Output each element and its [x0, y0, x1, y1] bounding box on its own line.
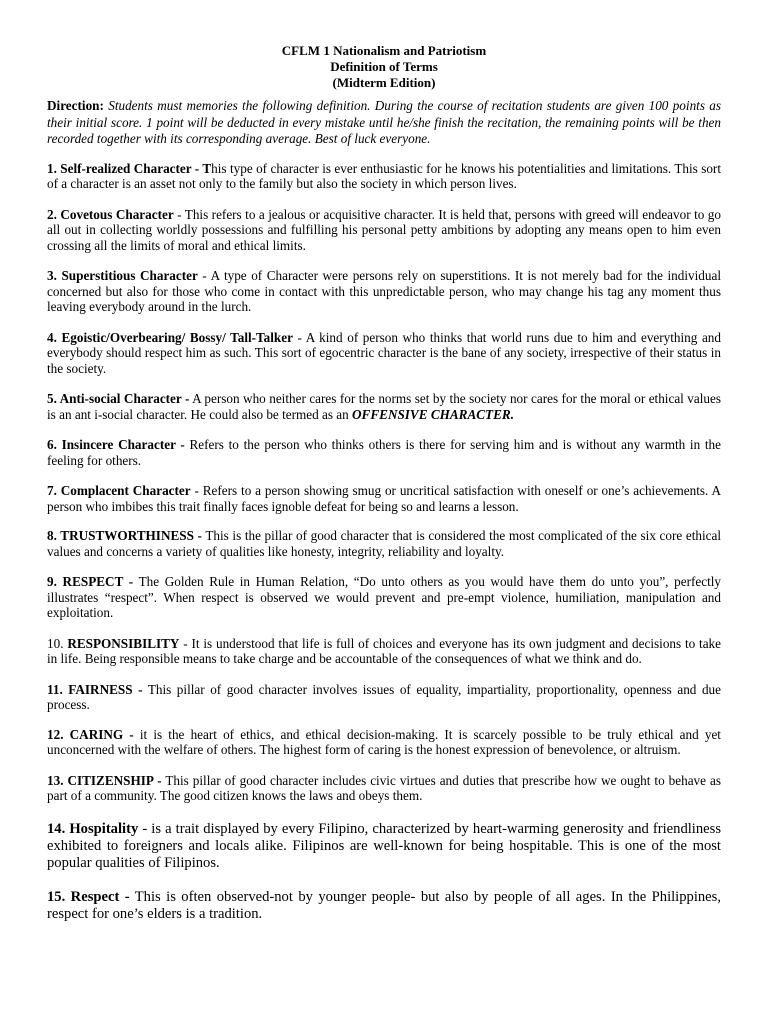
- document-header: [47, 43, 721, 91]
- term-title: 2. Covetous Character: [47, 206, 174, 222]
- term-title: 12. CARING -: [47, 726, 134, 742]
- term-definition: This is often observed-not by younger people- but also by people of all ages. In the Philippines, respect for one’s elders is a tradition.: [47, 888, 721, 922]
- term-definition: - This refers to a jealous or acquisitive character. It is held that, persons with greed will endeavor to go all out in collecting worldly possessions and fulfilling his personal petty ambitions by adopting any means open to him even crossing all the limits of moral and ethical limits.: [47, 206, 721, 253]
- term-definition: his type of character is ever enthusiastic for he knows his potentialities and limitations. This sort of a character is an asset not only to the family but also the society in which person lives.: [47, 160, 721, 192]
- document-title: Definition of Terms: [330, 59, 438, 74]
- term-number: 10.: [47, 635, 68, 651]
- edition-label: (Midterm Edition): [332, 75, 436, 90]
- term-3: [47, 268, 721, 315]
- term-1: [47, 161, 721, 192]
- term-title: RESPONSIBILITY: [67, 635, 180, 651]
- direction-label: Direction:: [47, 98, 104, 113]
- term-emphasis: OFFENSIVE CHARACTER.: [352, 406, 515, 422]
- term-title: 7. Complacent Character: [47, 483, 191, 499]
- term-title: 9. RESPECT -: [47, 574, 134, 590]
- term-15: [47, 889, 721, 923]
- term-definition: This is the pillar of good character that is considered the most complicated of the six core ethical values and concerns a variety of qualities like honesty, integrity, reliability and loyalty.: [47, 528, 721, 559]
- term-title: 5. Anti-social Character -: [47, 391, 190, 407]
- term-definition: This pillar of good character involves issues of equality, impartiality, proportionality, openness and due process.: [47, 681, 721, 713]
- term-10: [47, 636, 721, 667]
- term-definition: - is a trait displayed by every Filipino, characterized by heart-warming generosity and friendliness exhibited to foreigners and locals alike. Filipinos are well-known for being hospitable. This is one of the most popular qualities of Filipinos.: [47, 820, 721, 871]
- term-definition: it is the heart of ethics, and ethical decision-making. It is scarcely possible to be truly ethical and yet unconcerned with the welfare of others. The highest form of caring is the honest expression of benevolence, or altruism.: [47, 726, 721, 758]
- term-title: 14. Hospitality: [47, 820, 139, 837]
- term-definition: - A kind of person who thinks that world runs due to him and everything and everybody should respect him as such. This sort of egocentric character is the bane of any society, irrespective of their status in the society.: [47, 329, 721, 376]
- term-12: [47, 727, 721, 758]
- term-9: [47, 574, 721, 621]
- term-definition: - It is understood that life is full of choices and everyone has its own judgment and decisions to take in life. Being responsible means to take charge and be accountable of the consequences of what we think and do.: [47, 635, 722, 667]
- term-title: 3. Superstitious Character: [47, 268, 198, 284]
- term-title: 6. Insincere Character -: [47, 437, 185, 453]
- term-title: 13. CITIZENSHIP -: [47, 772, 162, 788]
- term-11: [47, 682, 721, 713]
- term-2: [47, 207, 721, 254]
- term-definition: The Golden Rule in Human Relation, “Do unto others as you would have them do unto you”, perfectly illustrates “respect”. When respect is observed we would prevent and pre-empt violence, humiliation, manipulation and exploitation.: [47, 574, 721, 621]
- direction-paragraph: [47, 98, 721, 148]
- term-6: [47, 437, 721, 468]
- term-8: [47, 528, 721, 559]
- term-4: [47, 330, 721, 377]
- term-definition: Refers to the person who thinks others is there for serving him and is without any warmth in the feeling for others.: [47, 437, 721, 468]
- term-title: 1. Self-realized Character - T: [47, 160, 212, 176]
- term-definition: This pillar of good character includes civic virtues and duties that prescribe how we ought to behave as part of a community. The good citizen knows the laws and obeys them.: [47, 772, 721, 804]
- term-13: [47, 773, 721, 804]
- term-14: [47, 821, 721, 872]
- term-title: 4. Egoistic/Overbearing/ Bossy/ Tall-Talker: [47, 329, 293, 345]
- term-definition: - A type of Character were persons rely on superstitions. It is not merely bad for the individual concerned but also for those who come in contact with this unpredictable person, who may change his tag any moment thus leaving everybody around in the lurch.: [47, 268, 721, 315]
- term-title: 8. TRUSTWORTHINESS -: [47, 528, 202, 544]
- term-definition: - Refers to a person showing smug or uncritical satisfaction with oneself or one’s achievements. A person who imbibes this trait finally faces ignoble defeat for being so and learns a lesson.: [47, 483, 721, 514]
- term-title: 15. Respect -: [47, 888, 130, 905]
- term-7: [47, 483, 721, 514]
- direction-text: Students must memories the following definition. During the course of recitation students are given 100 points as their initial score. 1 point will be deducted in every mistake until he/she finish the recitation, the remaining points will be then recorded together with its corresponding average. Best of luck everyone.: [47, 98, 722, 146]
- term-title: 11. FAIRNESS -: [47, 681, 143, 697]
- course-title: CFLM 1 Nationalism and Patriotism: [281, 43, 487, 58]
- term-5: [47, 391, 721, 422]
- term-definition: A person who neither cares for the norms set by the society nor cares for the moral or ethical values is an ant i-social character. He could also be termed as an: [47, 391, 721, 422]
